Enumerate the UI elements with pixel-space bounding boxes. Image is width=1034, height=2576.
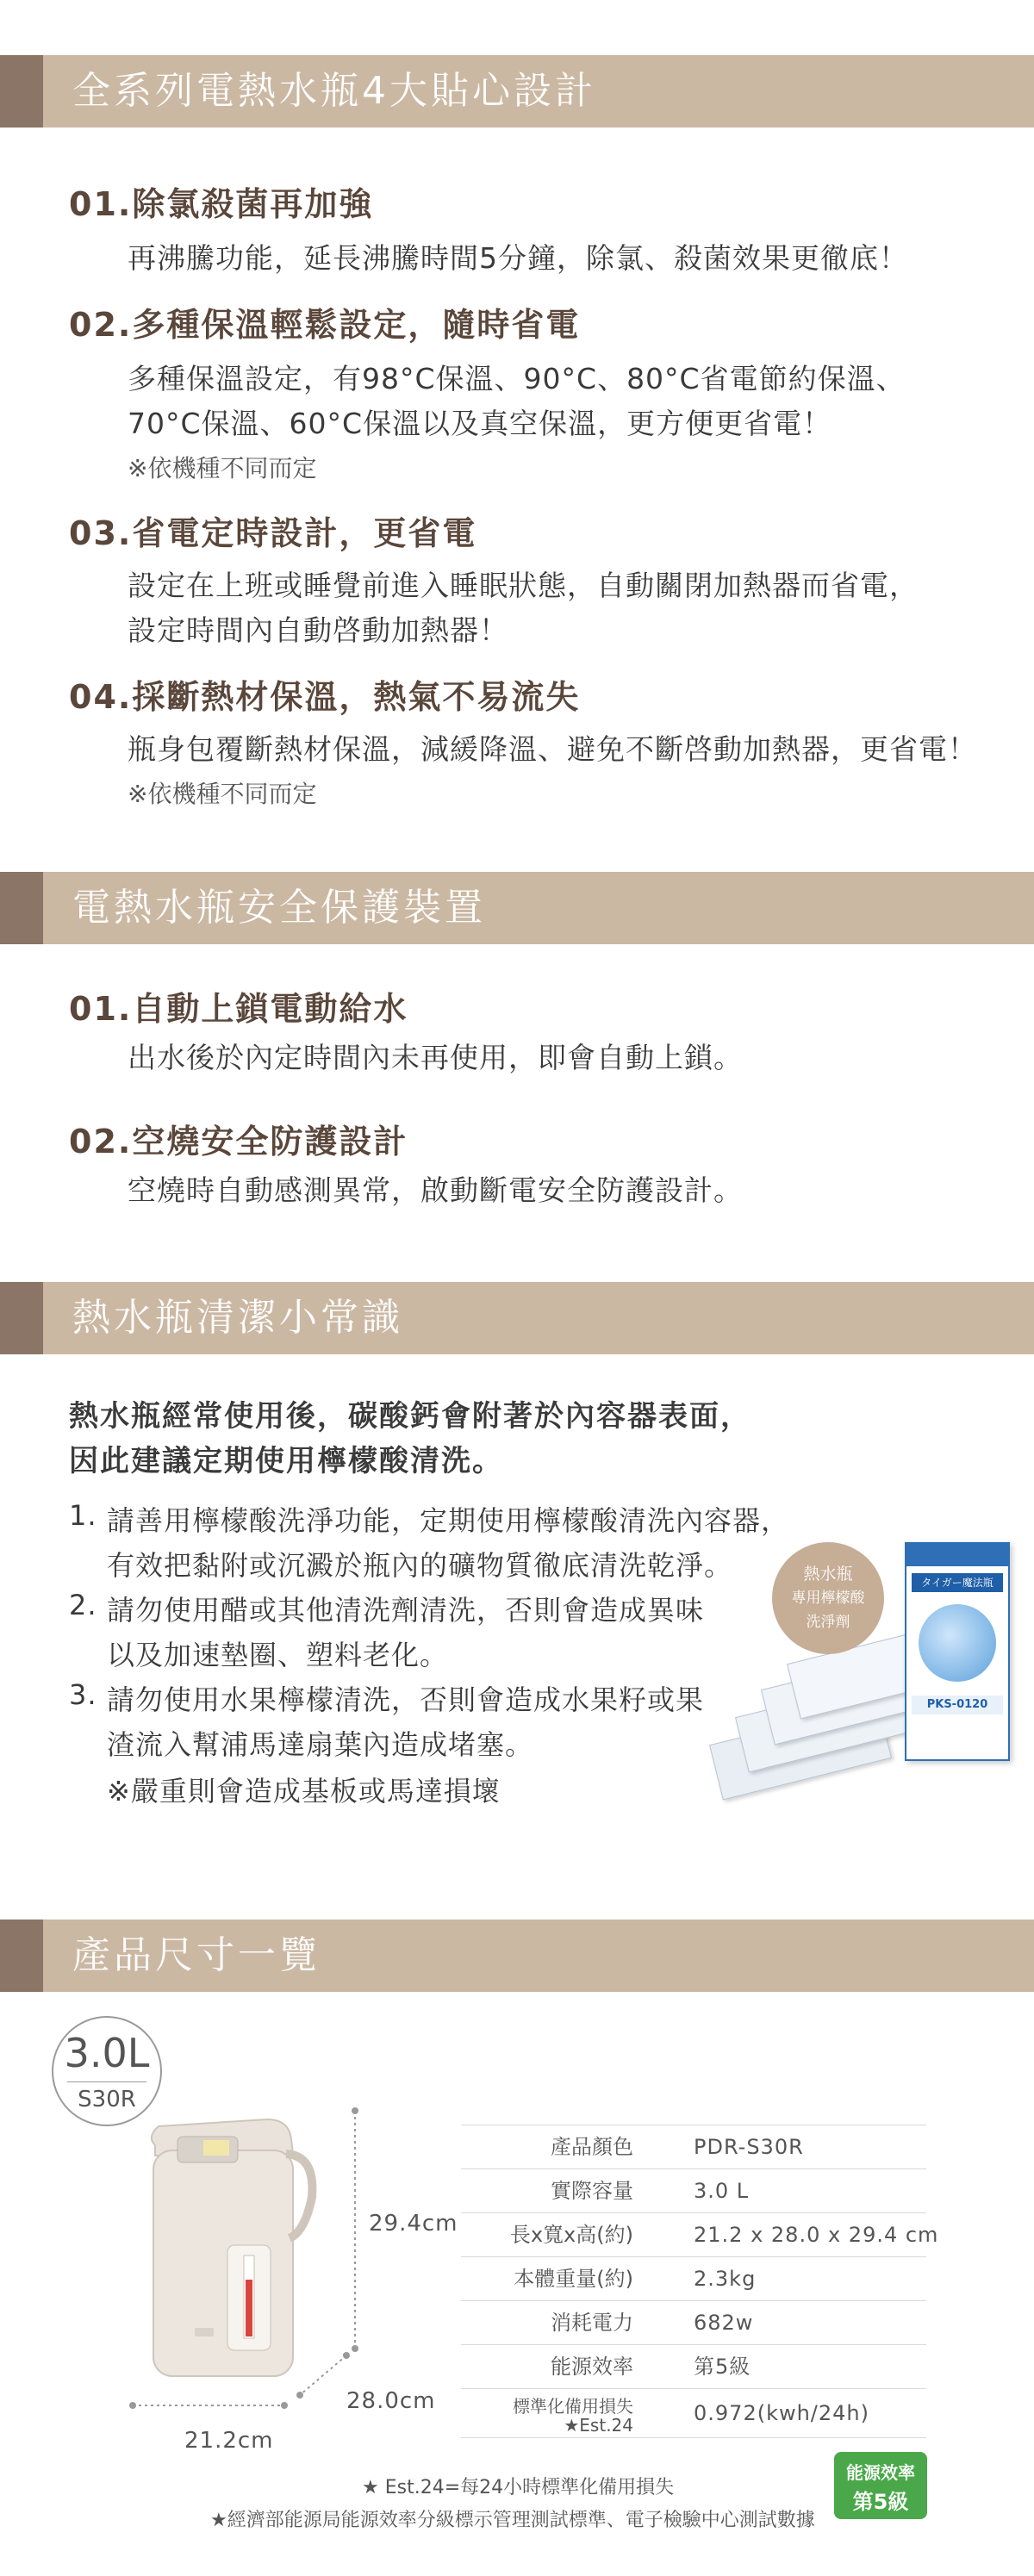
safety-heading-1: 01.自動上鎖電動給水 — [69, 990, 408, 1028]
feature-heading-2: 02.多種保溫輕鬆設定，隨時省電 — [69, 306, 581, 344]
dim-width: 21.2cm — [184, 2428, 274, 2454]
spec-row — [461, 2213, 939, 2257]
feature-heading-1: 01.除氯殺菌再加強 — [69, 185, 374, 223]
spec-row — [461, 2389, 926, 2438]
spec-value: 682w — [694, 2311, 754, 2335]
section-banner-cleaning — [0, 1282, 1034, 1354]
list-num-1: 1. — [69, 1499, 97, 1532]
safety-heading-2: 02.空燒安全防護設計 — [69, 1123, 408, 1160]
cleaner-box — [905, 1542, 1010, 1761]
spec-row — [461, 2345, 926, 2389]
cleaning-lead-2: 因此建議定期使用檸檬酸清洗。 — [69, 1444, 503, 1478]
list-text-2a: 請勿使用醋或其他清洗劑清洗，否則會造成異味 — [107, 1594, 705, 1627]
spec-label: 消耗電力 — [551, 2311, 633, 2335]
spec-row — [461, 2169, 926, 2213]
box-code: PKS-0120 — [912, 1696, 1003, 1714]
footnote-standard: ★經濟部能源局能源效率分級標示管理測試標準、電子檢驗中心測試數據 — [210, 2510, 815, 2531]
banner-tab — [0, 1282, 43, 1354]
list-text-3a: 請勿使用水果檸檬清洗，否則會造成水果籽或果 — [107, 1683, 705, 1716]
feature-heading-3: 03.省電定時設計，更省電 — [69, 514, 477, 552]
product-badge: 熱水瓶 專用檸檬酸 洗淨劑 — [772, 1542, 884, 1654]
feature-text-3a: 設定在上班或睡覺前進入睡眠狀態，自動關閉加熱器而省電， — [128, 569, 919, 602]
section-title: 全系列電熱水瓶4大貼心設計 — [72, 69, 596, 113]
section-title: 產品尺寸一覽 — [72, 1933, 321, 1977]
list-text-1a: 請善用檸檬酸洗淨功能，定期使用檸檬酸清洗內容器， — [107, 1504, 790, 1537]
spec-value: 0.972(kwh/24h) — [694, 2401, 870, 2425]
cleaning-lead-1: 熱水瓶經常使用後，碳酸鈣會附著於內容器表面， — [69, 1399, 751, 1434]
spec-value: PDR-S30R — [694, 2135, 804, 2159]
model-name: S30R — [78, 2087, 136, 2112]
spec-value: 3.0 L — [694, 2179, 750, 2203]
dim-depth: 28.0cm — [346, 2388, 436, 2414]
feature-heading-4: 04.採斷熱材保溫，熱氣不易流失 — [69, 678, 581, 716]
spec-label: 本體重量(約) — [514, 2267, 633, 2291]
section-title: 電熱水瓶安全保護裝置 — [72, 886, 486, 930]
list-num-3: 3. — [69, 1678, 97, 1711]
banner-tab — [0, 55, 43, 128]
spec-label: 產品顏色 — [551, 2135, 633, 2159]
list-text-1b: 有效把黏附或沉澱於瓶內的礦物質徹底清洗乾淨。 — [107, 1549, 733, 1582]
spec-row — [461, 2125, 926, 2169]
spec-value: 21.2 x 28.0 x 29.4 cm — [694, 2223, 939, 2247]
box-graphic — [919, 1604, 996, 1682]
spec-label: 標準化備用損失 — [513, 2396, 633, 2417]
section-banner-dimensions — [0, 1920, 1034, 1992]
feature-text-2b: 70°C保溫、60°C保溫以及真空保溫，更方便更省電！ — [128, 407, 832, 440]
capacity-value: 3.0L — [64, 2030, 150, 2076]
list-text-3b: 渣流入幫浦馬達扇葉內造成堵塞。 — [107, 1728, 534, 1761]
list-num-2: 2. — [69, 1589, 97, 1621]
feature-text-2a: 多種保溫設定，有98°C保溫、90°C、80°C省電節約保溫、 — [128, 362, 906, 395]
spec-row — [461, 2257, 926, 2301]
safety-text-2: 空燒時自動感測異常，啟動斷電安全防護設計。 — [128, 1173, 743, 1207]
spec-label: 長x寬x高(約) — [509, 2223, 633, 2247]
spec-row — [461, 2301, 926, 2345]
list-text-2b: 以及加速墊圈、塑料老化。 — [107, 1639, 449, 1671]
banner-tab — [0, 872, 43, 944]
spec-value: 2.3kg — [694, 2267, 757, 2291]
spec-label-note: ★Est.24 — [564, 2415, 633, 2436]
section-title: 熱水瓶清潔小常識 — [72, 1296, 403, 1340]
section-banner-design — [0, 55, 1034, 128]
cleaner-product-image — [705, 1542, 1015, 1835]
cleaning-warning: ※嚴重則會造成基板或馬達損壞 — [107, 1775, 501, 1808]
dim-height: 29.4cm — [369, 2211, 458, 2237]
spec-label: 實際容量 — [551, 2179, 633, 2203]
box-brand-label: タイガー魔法瓶 — [912, 1573, 1003, 1592]
spec-value: 第5級 — [694, 2355, 751, 2379]
energy-efficiency-badge: 能源效率 第5級 — [834, 2452, 927, 2519]
feature-note-4: ※依機種不同而定 — [128, 780, 317, 808]
feature-text-4: 瓶身包覆斷熱材保溫，減緩降溫、避免不斷啓動加熱器，更省電！ — [128, 732, 977, 766]
feature-note-2: ※依機種不同而定 — [128, 454, 317, 482]
footnote-est24: ★ Est.24=每24小時標準化備用損失 — [362, 2477, 675, 2498]
banner-tab — [0, 1920, 43, 1992]
feature-text-1: 再沸騰功能，延長沸騰時間5分鐘，除氯、殺菌效果更徹底！ — [128, 241, 908, 275]
safety-text-1: 出水後於內定時間內未再使用，即會自動上鎖。 — [128, 1041, 743, 1074]
spec-label: 能源效率 — [551, 2355, 633, 2379]
section-banner-safety — [0, 872, 1034, 944]
feature-text-3b: 設定時間內自動啓動加熱器！ — [128, 613, 508, 647]
